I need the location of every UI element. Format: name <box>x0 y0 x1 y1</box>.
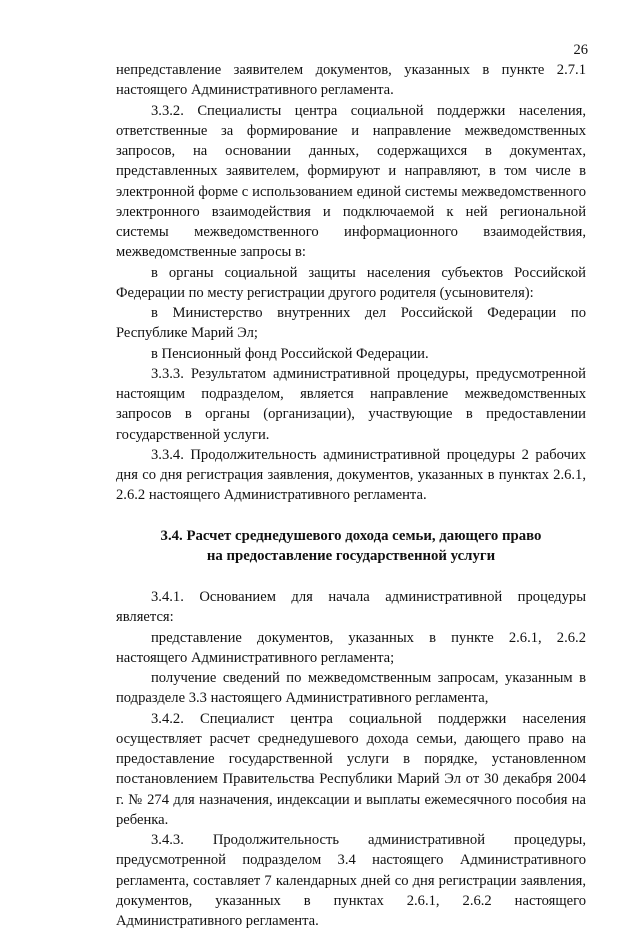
paragraph-interagency-info: получение сведений по межведомственным запросам, указанным в подразделе 3.3 настоящего Административного регламента, <box>116 670 586 707</box>
paragraph-continuation: непредставление заявителем документов, указанных в пункте 2.7.1 настоящего Административного регламента. <box>116 62 586 99</box>
paragraph-social-protection-bodies: в органы социальной защиты населения субъектов Российской Федерации по месту регистрации другого родителя (усыновителя): <box>116 264 586 301</box>
section-heading-line-1: 3.4. Расчет среднедушевого дохода семьи, дающего право <box>160 527 542 544</box>
section-heading-3-4 <box>116 526 586 567</box>
document-body <box>116 60 586 931</box>
paragraph-3-3-3: 3.3.3. Результатом административной процедуры, предусмотренной настоящим подразделом, является направление межведомственных запросов в органы (организации), участвующие в предоставлении государственной услуги. <box>116 365 586 443</box>
paragraph-interior-ministry: в Министерство внутренних дел Российской Федерации по Республике Марий Эл; <box>116 305 586 342</box>
paragraph-3-4-3: 3.4.3. Продолжительность административной процедуры, предусмотренной подразделом 3.4 настоящего Административного регламента, составляет 7 календарных дней со дня регистрации заявления, документов, указанных в пунктах 2.6.1, 2.6.2 настоящего Административного регламента. <box>116 832 586 929</box>
page-number: 26 <box>573 42 588 58</box>
paragraph-pension-fund: в Пенсионный фонд Российской Федерации. <box>151 345 429 362</box>
paragraph-3-3-4: 3.3.4. Продолжительность административной процедуры 2 рабочих дня со дня регистрация заявления, документов, указанных в пунктах 2.6.1, 2.6.2 настоящего Административного регламента. <box>116 446 586 504</box>
section-heading-line-2: на предоставление государственной услуги <box>206 547 496 564</box>
paragraph-documents-submission: представление документов, указанных в пункте 2.6.1, 2.6.2 настоящего Административного регламента; <box>116 629 586 666</box>
paragraph-3-4-1: 3.4.1. Основанием для начала административной процедуры является: <box>116 589 586 626</box>
paragraph-3-3-2: 3.3.2. Специалисты центра социальной поддержки населения, ответственные за формирование и направление межведомственных запросов, на основании данных, содержащихся в документах, представленных заявителем, формируют и направляют, в том числе в электронной форме с использованием единой системы межведомственного электронного взаимодействия и подключаемой к ней региональной системы межведомственного информационного взаимодействия, межведомственные запросы в: <box>116 102 586 261</box>
paragraph-3-4-2: 3.4.2. Специалист центра социальной поддержки населения осуществляет расчет среднедушевого дохода семьи, дающего право на предоставление государственной услуги в порядке, установленном постановлением Правительства Республики Марий Эл от 30 декабря 2004 г. № 274 для назначения, индексации и выплаты ежемесячного пособия на ребенка. <box>116 710 586 828</box>
